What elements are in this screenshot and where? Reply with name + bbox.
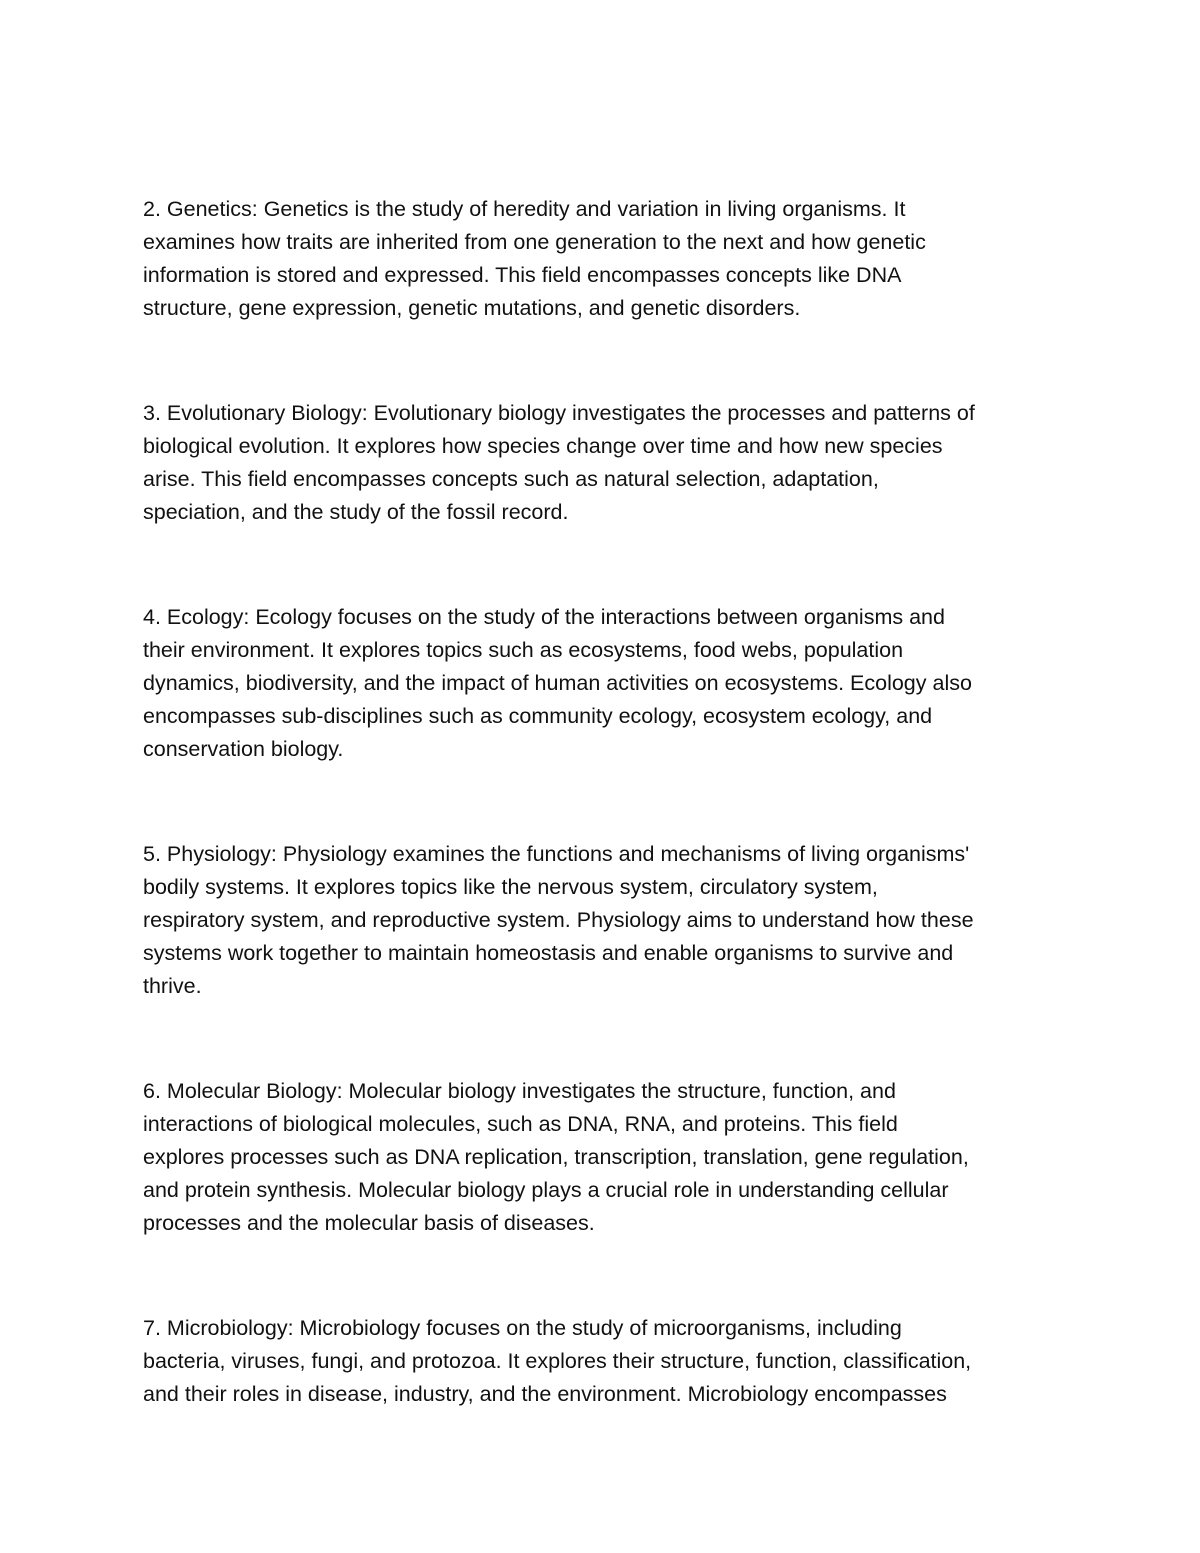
text-line: their environment. It explores topics such as ecosystems, food webs, population [143, 638, 904, 662]
paragraph-molecular-biology [143, 1075, 1063, 1240]
document-body [143, 193, 1063, 1483]
text-line: respiratory system, and reproductive system. Physiology aims to understand how these [143, 908, 974, 932]
paragraph-microbiology [143, 1312, 1063, 1411]
text-line: thrive. [143, 974, 202, 998]
paragraph-physiology [143, 838, 1063, 1003]
text-line: and protein synthesis. Molecular biology plays a crucial role in understanding cellular [143, 1178, 949, 1202]
text-line: biological evolution. It explores how species change over time and how new species [143, 434, 943, 458]
text-line: bacteria, viruses, fungi, and protozoa. It explores their structure, function, classification, [143, 1349, 972, 1373]
text-line: encompasses sub-disciplines such as community ecology, ecosystem ecology, and [143, 704, 933, 728]
text-line: information is stored and expressed. This field encompasses concepts like DNA [143, 263, 902, 287]
text-line: 7. Microbiology: Microbiology focuses on the study of microorganisms, including [143, 1316, 902, 1340]
text-line: interactions of biological molecules, such as DNA, RNA, and proteins. This field [143, 1112, 898, 1136]
text-line: dynamics, biodiversity, and the impact of human activities on ecosystems. Ecology also [143, 671, 972, 695]
paragraph-ecology [143, 601, 1063, 766]
text-line: 3. Evolutionary Biology: Evolutionary biology investigates the processes and patterns of [143, 401, 975, 425]
text-line: 4. Ecology: Ecology focuses on the study of the interactions between organisms and [143, 605, 945, 629]
text-line: bodily systems. It explores topics like the nervous system, circulatory system, [143, 875, 878, 899]
text-line: and their roles in disease, industry, and the environment. Microbiology encompasses [143, 1382, 947, 1406]
text-line: 2. Genetics: Genetics is the study of heredity and variation in living organisms. It [143, 197, 906, 221]
text-line: conservation biology. [143, 737, 344, 761]
text-line: systems work together to maintain homeostasis and enable organisms to survive and [143, 941, 954, 965]
text-line: 6. Molecular Biology: Molecular biology investigates the structure, function, and [143, 1079, 896, 1103]
text-line: explores processes such as DNA replication, transcription, translation, gene regulation, [143, 1145, 969, 1169]
text-line: structure, gene expression, genetic mutations, and genetic disorders. [143, 296, 801, 320]
text-line: examines how traits are inherited from one generation to the next and how genetic [143, 230, 926, 254]
text-line: processes and the molecular basis of diseases. [143, 1211, 595, 1235]
paragraph-evolutionary-biology [143, 397, 1063, 529]
text-line: 5. Physiology: Physiology examines the functions and mechanisms of living organisms' [143, 842, 970, 866]
paragraph-genetics [143, 193, 1063, 325]
text-line: arise. This field encompasses concepts such as natural selection, adaptation, [143, 467, 879, 491]
text-line: speciation, and the study of the fossil record. [143, 500, 569, 524]
